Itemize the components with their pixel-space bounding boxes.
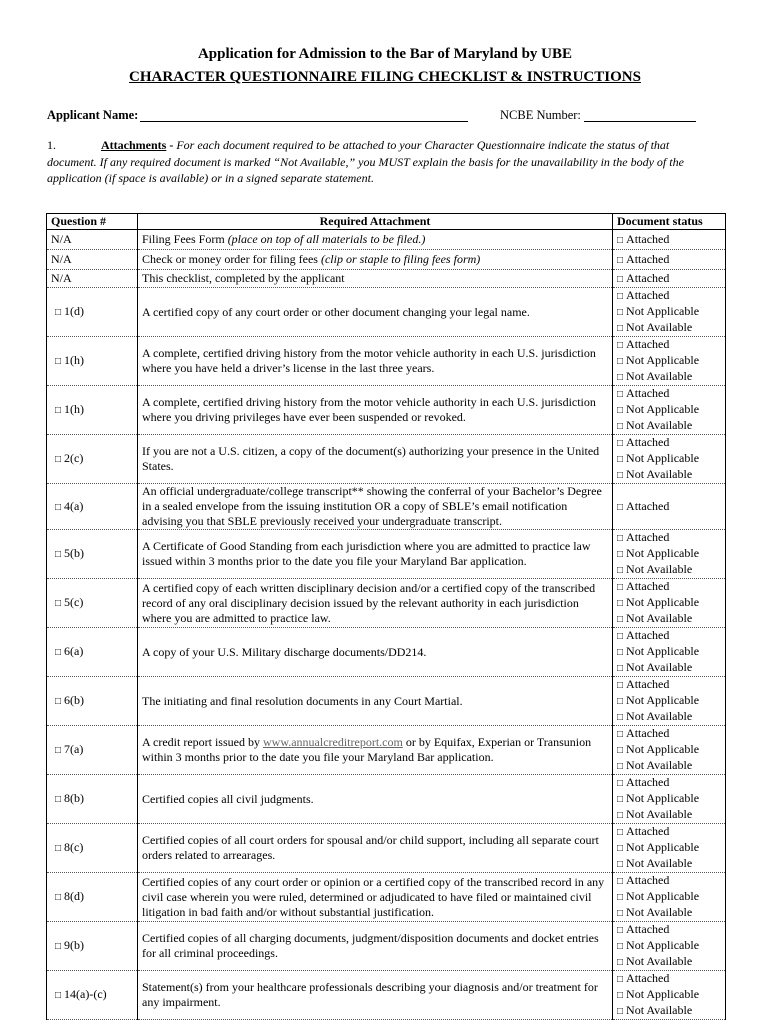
status-option-not-applicable[interactable] bbox=[617, 546, 721, 562]
status-option-attached[interactable] bbox=[617, 726, 721, 742]
question-number bbox=[47, 922, 138, 971]
status-checkbox[interactable]: □ bbox=[617, 273, 624, 285]
question-label: 8(d) bbox=[64, 889, 85, 903]
status-label: Not Applicable bbox=[626, 938, 700, 952]
required-attachment bbox=[138, 628, 613, 677]
attachment-text: Statement(s) from your healthcare professionals describing your diagnosis and/or treatment for any impairment. bbox=[142, 980, 598, 1009]
status-checkbox[interactable]: □ bbox=[617, 254, 624, 266]
status-option-not-applicable[interactable] bbox=[617, 987, 721, 1003]
section-number: 1. bbox=[47, 138, 56, 152]
status-checkbox[interactable]: □ bbox=[617, 438, 624, 449]
status-option-not-available[interactable] bbox=[617, 709, 721, 725]
document-status bbox=[613, 288, 726, 337]
status-label: Attached bbox=[626, 270, 670, 285]
status-checkbox[interactable]: □ bbox=[617, 941, 624, 952]
status-label: Not Available bbox=[626, 1003, 693, 1017]
table-row bbox=[47, 824, 726, 873]
required-attachment bbox=[138, 337, 613, 386]
status-option-not-available[interactable] bbox=[617, 758, 721, 774]
attachment-text: A certified copy of each written disciplinary decision and/or a certified copy of the transcribed record of any oral disciplinary decision issued by the relevant authority in each jurisdiction where you are admitted to practice law. bbox=[142, 580, 596, 625]
status-label: Attached bbox=[626, 775, 670, 789]
ncbe-number-field[interactable] bbox=[584, 121, 696, 122]
status-checkbox[interactable]: □ bbox=[617, 582, 624, 593]
required-attachment bbox=[138, 230, 613, 250]
question-checkbox[interactable]: □ bbox=[55, 454, 62, 465]
status-checkbox[interactable]: □ bbox=[617, 745, 624, 756]
status-checkbox[interactable]: □ bbox=[617, 827, 624, 838]
status-checkbox[interactable]: □ bbox=[617, 974, 624, 985]
status-checkbox[interactable]: □ bbox=[617, 729, 624, 740]
heading-dash: - bbox=[166, 138, 177, 152]
section-instructions: For each document required to be attached to your Character Questionnaire indicate the status of that document. If any required document is marked “Not Available,” you MUST explain the basis for the unavailability in the body of the application (if space is available) or in a signed separate statement. bbox=[47, 138, 684, 185]
status-option-not-applicable[interactable] bbox=[617, 742, 721, 758]
table-row bbox=[47, 250, 726, 270]
status-checkbox[interactable]: □ bbox=[617, 696, 624, 707]
attachment-text-continued: or by Equifax, Experian or Transunion within 3 months prior to the date you file your Maryland Bar application. bbox=[142, 735, 592, 764]
status-label: Not Applicable bbox=[626, 451, 700, 465]
status-label: Attached bbox=[626, 231, 670, 246]
status-option-attached[interactable] bbox=[617, 530, 721, 546]
question-number bbox=[47, 386, 138, 435]
status-option-not-available[interactable] bbox=[617, 660, 721, 676]
status-option-not-available[interactable] bbox=[617, 418, 721, 434]
question-number bbox=[47, 484, 138, 530]
table-row bbox=[47, 873, 726, 922]
status-checkbox[interactable]: □ bbox=[617, 372, 624, 383]
status-option-not-applicable[interactable] bbox=[617, 889, 721, 905]
attachment-text: Check or money order for filing fees bbox=[142, 252, 318, 266]
status-label: Attached bbox=[626, 824, 670, 838]
status-checkbox[interactable]: □ bbox=[617, 925, 624, 936]
required-attachment bbox=[138, 270, 613, 288]
status-label: Not Applicable bbox=[626, 742, 700, 756]
question-label: 1(h) bbox=[64, 402, 85, 416]
status-option-attached[interactable] bbox=[617, 288, 721, 304]
document-status bbox=[613, 270, 726, 288]
status-checkbox[interactable]: □ bbox=[617, 843, 624, 854]
status-label: Not Available bbox=[626, 954, 693, 968]
status-label: Not Applicable bbox=[626, 546, 700, 560]
question-label: 2(c) bbox=[64, 451, 84, 465]
attachment-text: Certified copies of all court orders for spousal and/or child support, including all separate court orders related to arrearages. bbox=[142, 833, 599, 862]
question-label: 9(b) bbox=[64, 938, 85, 952]
attachment-text: Certified copies of any court order or opinion or a certified copy of the transcribed record in any civil case wherein you were ruled, determined or adjudicated to have filed or maintained civil litigation in bad faith and/or without substantial justification. bbox=[142, 874, 605, 919]
question-checkbox[interactable]: □ bbox=[55, 501, 62, 513]
required-attachment bbox=[138, 971, 613, 1020]
status-label: Not Available bbox=[626, 660, 693, 674]
status-checkbox[interactable]: □ bbox=[617, 761, 624, 772]
applicant-name-label: Applicant Name: bbox=[47, 108, 139, 122]
table-row bbox=[47, 971, 726, 1020]
attachment-text: A complete, certified driving history from the motor vehicle authority in each U.S. jurisdiction where you have held a driver’s license in the last three years. bbox=[142, 346, 596, 375]
attachment-text: This checklist, completed by the applicant bbox=[142, 271, 345, 285]
status-label: Not Applicable bbox=[626, 987, 700, 1001]
status-checkbox[interactable]: □ bbox=[617, 421, 624, 432]
status-checkbox[interactable]: □ bbox=[617, 356, 624, 367]
status-checkbox[interactable]: □ bbox=[617, 405, 624, 416]
status-label: Not Available bbox=[626, 856, 693, 870]
question-number bbox=[47, 677, 138, 726]
question-label: 6(b) bbox=[64, 693, 85, 707]
status-label: Attached bbox=[626, 530, 670, 544]
required-attachment bbox=[138, 677, 613, 726]
status-checkbox[interactable]: □ bbox=[617, 340, 624, 351]
status-checkbox[interactable]: □ bbox=[617, 908, 624, 919]
required-attachment bbox=[138, 530, 613, 579]
document-status bbox=[613, 250, 726, 270]
question-checkbox[interactable]: □ bbox=[55, 549, 62, 560]
status-label: Not Available bbox=[626, 758, 693, 772]
document-status bbox=[613, 677, 726, 726]
question-checkbox[interactable]: □ bbox=[55, 356, 62, 367]
status-label: Not Available bbox=[626, 611, 693, 625]
status-checkbox[interactable]: □ bbox=[617, 794, 624, 805]
table-row bbox=[47, 337, 726, 386]
question-checkbox[interactable]: □ bbox=[55, 941, 62, 952]
status-option-attached[interactable] bbox=[617, 628, 721, 644]
status-option-attached[interactable] bbox=[617, 435, 721, 451]
question-checkbox[interactable]: □ bbox=[55, 307, 62, 318]
question-number bbox=[47, 270, 138, 288]
status-option-not-applicable[interactable] bbox=[617, 938, 721, 954]
document-status bbox=[613, 337, 726, 386]
status-label: Attached bbox=[626, 677, 670, 691]
document-status bbox=[613, 726, 726, 775]
required-attachment bbox=[138, 824, 613, 873]
required-attachment bbox=[138, 288, 613, 337]
status-option-not-available[interactable] bbox=[617, 1003, 721, 1019]
status-checkbox[interactable]: □ bbox=[617, 598, 624, 609]
status-option-attached[interactable] bbox=[617, 386, 721, 402]
status-checkbox[interactable]: □ bbox=[617, 778, 624, 789]
table-row bbox=[47, 922, 726, 971]
status-label: Attached bbox=[626, 873, 670, 887]
status-checkbox[interactable]: □ bbox=[617, 291, 624, 302]
status-checkbox[interactable]: □ bbox=[617, 990, 624, 1001]
table-row bbox=[47, 230, 726, 250]
status-label: Not Available bbox=[626, 369, 693, 383]
question-number bbox=[47, 726, 138, 775]
status-option-not-applicable[interactable] bbox=[617, 353, 721, 369]
question-label: 8(c) bbox=[64, 840, 84, 854]
ncbe-number-label: NCBE Number: bbox=[500, 108, 581, 122]
document-status bbox=[613, 922, 726, 971]
question-label: N/A bbox=[51, 271, 72, 285]
status-checkbox[interactable]: □ bbox=[617, 631, 624, 642]
document-status bbox=[613, 530, 726, 579]
status-checkbox[interactable]: □ bbox=[617, 957, 624, 968]
attachment-text: A credit report issued by bbox=[142, 735, 263, 749]
question-checkbox[interactable]: □ bbox=[55, 892, 62, 903]
document-status bbox=[613, 484, 726, 530]
status-option-not-applicable[interactable] bbox=[617, 402, 721, 418]
header-document-status: Document status bbox=[613, 214, 726, 230]
document-status bbox=[613, 824, 726, 873]
status-label: Not Available bbox=[626, 807, 693, 821]
attachment-text: A certified copy of any court order or other document changing your legal name. bbox=[142, 304, 530, 319]
attachment-text: Certified copies all civil judgments. bbox=[142, 791, 314, 806]
status-option-not-applicable[interactable] bbox=[617, 840, 721, 856]
status-label: Attached bbox=[626, 726, 670, 740]
status-checkbox[interactable]: □ bbox=[617, 680, 624, 691]
question-checkbox[interactable]: □ bbox=[55, 647, 62, 658]
attachment-checklist-table bbox=[46, 213, 726, 1020]
status-checkbox[interactable]: □ bbox=[617, 389, 624, 400]
status-checkbox[interactable]: □ bbox=[617, 712, 624, 723]
table-row bbox=[47, 435, 726, 484]
status-checkbox[interactable]: □ bbox=[617, 323, 624, 334]
attachment-text: A Certificate of Good Standing from each jurisdiction where you are admitted to practice law issued within 3 months prior to the date you file your Maryland Bar application. bbox=[142, 539, 591, 568]
question-checkbox[interactable]: □ bbox=[55, 990, 62, 1001]
attachment-text: Certified copies of all charging documents, judgment/disposition documents and docket entries for all criminal proceedings. bbox=[142, 931, 599, 960]
table-row bbox=[47, 484, 726, 530]
status-option-attached[interactable] bbox=[617, 873, 721, 889]
question-label: N/A bbox=[51, 232, 72, 246]
table-row bbox=[47, 726, 726, 775]
status-option-not-available[interactable] bbox=[617, 467, 721, 483]
status-checkbox[interactable]: □ bbox=[617, 470, 624, 481]
question-number bbox=[47, 250, 138, 270]
status-checkbox[interactable]: □ bbox=[617, 533, 624, 544]
status-label: Attached bbox=[626, 579, 670, 593]
status-label: Not Available bbox=[626, 418, 693, 432]
status-label: Attached bbox=[626, 922, 670, 936]
question-number bbox=[47, 873, 138, 922]
status-option-attached[interactable] bbox=[617, 971, 721, 987]
table-row bbox=[47, 386, 726, 435]
status-option-not-available[interactable] bbox=[617, 369, 721, 385]
status-checkbox[interactable]: □ bbox=[617, 454, 624, 465]
status-checkbox[interactable]: □ bbox=[617, 647, 624, 658]
required-attachment bbox=[138, 484, 613, 530]
status-option-not-applicable[interactable] bbox=[617, 791, 721, 807]
required-attachment bbox=[138, 775, 613, 824]
document-subtitle: CHARACTER QUESTIONNAIRE FILING CHECKLIST & INSTRUCTIONS bbox=[129, 69, 641, 85]
status-option-attached[interactable] bbox=[617, 271, 721, 287]
status-label: Not Applicable bbox=[626, 693, 700, 707]
status-option-attached[interactable] bbox=[617, 499, 721, 515]
question-number bbox=[47, 579, 138, 628]
question-label: 8(b) bbox=[64, 791, 85, 805]
question-label: 14(a)-(c) bbox=[64, 987, 107, 1001]
question-number bbox=[47, 435, 138, 484]
status-label: Not Available bbox=[626, 905, 693, 919]
attachment-note: (clip or staple to filing fees form) bbox=[320, 252, 481, 266]
status-option-attached[interactable] bbox=[617, 775, 721, 791]
status-option-not-available[interactable] bbox=[617, 611, 721, 627]
attachment-text: The initiating and final resolution documents in any Court Martial. bbox=[142, 693, 463, 708]
status-option-not-available[interactable] bbox=[617, 807, 721, 823]
status-option-not-applicable[interactable] bbox=[617, 693, 721, 709]
status-checkbox[interactable]: □ bbox=[617, 307, 624, 318]
attachment-text: A copy of your U.S. Military discharge documents/DD214. bbox=[142, 644, 427, 659]
attachment-text: Filing Fees Form bbox=[142, 232, 225, 246]
status-option-not-available[interactable] bbox=[617, 954, 721, 970]
document-status bbox=[613, 230, 726, 250]
status-option-attached[interactable] bbox=[617, 824, 721, 840]
document-status bbox=[613, 579, 726, 628]
status-checkbox[interactable]: □ bbox=[617, 1006, 624, 1017]
question-label: 7(a) bbox=[64, 742, 84, 756]
attachments-instructions bbox=[47, 137, 717, 187]
question-number bbox=[47, 628, 138, 677]
question-label: N/A bbox=[51, 252, 72, 266]
required-attachment bbox=[138, 250, 613, 270]
status-label: Attached bbox=[626, 628, 670, 642]
document-status bbox=[613, 435, 726, 484]
status-option-not-available[interactable] bbox=[617, 320, 721, 336]
question-checkbox[interactable]: □ bbox=[55, 696, 62, 707]
status-label: Not Applicable bbox=[626, 840, 700, 854]
status-checkbox[interactable]: □ bbox=[617, 859, 624, 870]
table-row bbox=[47, 288, 726, 337]
required-attachment bbox=[138, 386, 613, 435]
table-row bbox=[47, 270, 726, 288]
status-label: Attached bbox=[626, 435, 670, 449]
status-label: Attached bbox=[626, 337, 670, 351]
status-option-attached[interactable] bbox=[617, 579, 721, 595]
required-attachment bbox=[138, 435, 613, 484]
table-row bbox=[47, 677, 726, 726]
status-label: Attached bbox=[626, 251, 670, 266]
status-label: Not Applicable bbox=[626, 353, 700, 367]
table-row bbox=[47, 628, 726, 677]
table-header-row bbox=[47, 214, 726, 230]
question-checkbox[interactable]: □ bbox=[55, 843, 62, 854]
status-option-not-applicable[interactable] bbox=[617, 451, 721, 467]
status-checkbox[interactable]: □ bbox=[617, 501, 624, 513]
annualcreditreport-link[interactable]: www.annualcreditreport.com bbox=[262, 735, 403, 749]
status-label: Not Applicable bbox=[626, 595, 700, 609]
status-label: Not Available bbox=[626, 709, 693, 723]
question-number bbox=[47, 230, 138, 250]
status-label: Not Applicable bbox=[626, 644, 700, 658]
status-checkbox[interactable]: □ bbox=[617, 614, 624, 625]
document-title: Application for Admission to the Bar of Maryland by UBE bbox=[197, 46, 573, 62]
question-checkbox[interactable]: □ bbox=[55, 745, 62, 756]
question-label: 6(a) bbox=[64, 644, 84, 658]
status-option-not-applicable[interactable] bbox=[617, 304, 721, 320]
status-option-attached[interactable] bbox=[617, 252, 721, 268]
required-attachment bbox=[138, 922, 613, 971]
status-label: Attached bbox=[626, 288, 670, 302]
table-row bbox=[47, 775, 726, 824]
question-number bbox=[47, 775, 138, 824]
status-checkbox[interactable]: □ bbox=[617, 892, 624, 903]
question-label: 1(d) bbox=[64, 304, 85, 318]
status-label: Not Applicable bbox=[626, 402, 700, 416]
header-question: Question # bbox=[47, 214, 138, 230]
status-checkbox[interactable]: □ bbox=[617, 663, 624, 674]
question-checkbox[interactable]: □ bbox=[55, 794, 62, 805]
question-number bbox=[47, 288, 138, 337]
status-label: Not Available bbox=[626, 562, 693, 576]
question-label: 4(a) bbox=[64, 498, 84, 513]
table-row bbox=[47, 579, 726, 628]
question-checkbox[interactable]: □ bbox=[55, 598, 62, 609]
required-attachment bbox=[138, 579, 613, 628]
status-option-attached[interactable] bbox=[617, 337, 721, 353]
status-option-not-applicable[interactable] bbox=[617, 595, 721, 611]
question-number bbox=[47, 971, 138, 1020]
required-attachment bbox=[138, 726, 613, 775]
status-label: Not Available bbox=[626, 320, 693, 334]
section-heading: Attachments bbox=[101, 138, 167, 152]
table-row bbox=[47, 530, 726, 579]
document-status bbox=[613, 628, 726, 677]
question-number bbox=[47, 824, 138, 873]
document-status bbox=[613, 386, 726, 435]
document-status bbox=[613, 971, 726, 1020]
status-checkbox[interactable]: □ bbox=[617, 234, 624, 246]
document-status bbox=[613, 873, 726, 922]
question-number bbox=[47, 337, 138, 386]
status-option-not-available[interactable] bbox=[617, 905, 721, 921]
question-checkbox[interactable]: □ bbox=[55, 405, 62, 416]
question-label: 1(h) bbox=[64, 353, 85, 367]
status-label: Attached bbox=[626, 971, 670, 985]
status-label: Not Applicable bbox=[626, 889, 700, 903]
status-label: Attached bbox=[626, 386, 670, 400]
status-checkbox[interactable]: □ bbox=[617, 565, 624, 576]
question-number bbox=[47, 530, 138, 579]
status-option-attached[interactable] bbox=[617, 232, 721, 248]
applicant-name-field[interactable] bbox=[140, 121, 468, 122]
document-status bbox=[613, 775, 726, 824]
required-attachment bbox=[138, 873, 613, 922]
attachment-text: A complete, certified driving history from the motor vehicle authority in each U.S. jurisdiction where you driving privileges have ever been suspended or revoked. bbox=[142, 395, 596, 424]
question-label: 5(b) bbox=[64, 546, 85, 560]
status-option-not-applicable[interactable] bbox=[617, 644, 721, 660]
attachment-text: If you are not a U.S. citizen, a copy of the document(s) authorizing your presence in the United States. bbox=[142, 444, 600, 473]
status-checkbox[interactable]: □ bbox=[617, 810, 624, 821]
status-option-not-available[interactable] bbox=[617, 856, 721, 872]
attachment-text: An official undergraduate/college transcript** showing the conferral of your Bachelor’s Degree in a sealed envelope from the issuing institution OR a copy of SBLE’s email notification advising you that SBLE previously received your undergraduate transcript. bbox=[142, 484, 602, 528]
status-label: Not Available bbox=[626, 467, 693, 481]
status-option-attached[interactable] bbox=[617, 922, 721, 938]
status-label: Attached bbox=[626, 498, 670, 513]
status-label: Not Applicable bbox=[626, 304, 700, 318]
status-checkbox[interactable]: □ bbox=[617, 876, 624, 887]
status-checkbox[interactable]: □ bbox=[617, 549, 624, 560]
question-label: 5(c) bbox=[64, 595, 84, 609]
status-option-attached[interactable] bbox=[617, 677, 721, 693]
attachment-note: (place on top of all materials to be filed.) bbox=[227, 232, 426, 246]
status-option-not-available[interactable] bbox=[617, 562, 721, 578]
header-required-attachment: Required Attachment bbox=[138, 214, 613, 230]
status-label: Not Applicable bbox=[626, 791, 700, 805]
